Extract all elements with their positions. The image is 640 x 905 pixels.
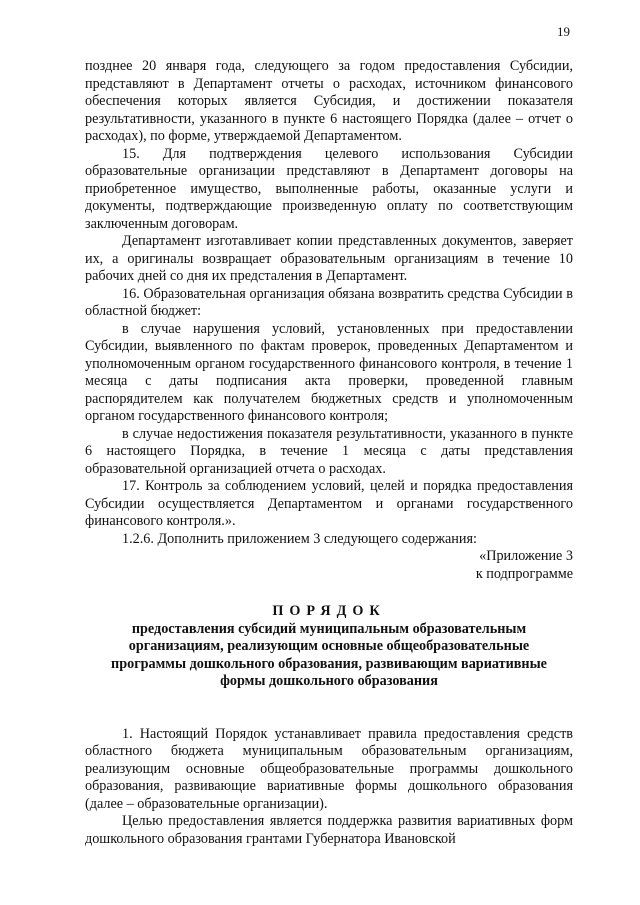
section-spacer <box>85 691 573 726</box>
paragraph-16: 16. Образовательная организация обязана возвратить средства Субсидии в областной бюджет: <box>85 285 573 319</box>
document-subtitle: предоставления субсидий муниципальным образовательным организациям, реализующим основные общеобразовательные программы дошкольного образования, развивающим вариативные формы дошкольного образования <box>111 620 547 689</box>
page-number: 19 <box>557 24 570 39</box>
paragraph-nonachievement-case: в случае недостижения показателя результативности, указанного в пункте 6 настоящего Порядка, в течение 1 месяца с даты представления образовательной организацией отчета о расходах. <box>85 425 573 477</box>
appendix-line-1: «Приложение 3 <box>479 548 573 564</box>
appendix-line-2: к подпрограмме <box>475 565 573 582</box>
document-body <box>85 58 573 848</box>
paragraph-15: 15. Для подтверждения целевого использования Субсидии образовательные организации представляют в Департамент договоры на приобретенное имущество, выполненные работы, оказанные услуги и документы, подтверждающие произведенную оплату по соответствующим заключенным договорам. <box>85 145 573 232</box>
paragraph-1-2-6: 1.2.6. Дополнить приложением 3 следующего содержания: <box>122 530 477 547</box>
paragraph-copies: Департамент изготавливает копии представленных документов, заверяет их, а оригиналы возвращает образовательным организациям в течение 10 рабочих дней со дня их предсталения в Департамент. <box>85 233 573 284</box>
appendix-note <box>85 548 573 583</box>
paragraph-1: 1. Настоящий Порядок устанавливает правила предоставления средств областного бюджета муниципальным образовательным организациям, реализующим основные общеобразовательные программы дошкольного образования, развивающие вариативные формы дошкольного образования (далее – образовательные организации). <box>85 725 573 812</box>
paragraph-reports-deadline: позднее 20 января года, следующего за годом предоставления Субсидии, представляют в Департамент отчеты о расходах, источником финансового обеспечения которых является Субсидия, и достижении показателя результативности, указанного в пункте 6 настоящего Порядка (далее – отчет о расходах), по форме, утверждаемой Департаментом. <box>85 58 573 144</box>
paragraph-violation-case: в случае нарушения условий, установленных при предоставлении Субсидии, выявленного по фактам проверок, проведенных Департаментом и уполномоченным органом государственного финансового контроля, в течение 1 месяца с даты подписания акта проверки, проведенной главным распорядителем как получателем бюджетных средств и уполномоченным органом государственного финансового контроля; <box>85 320 573 424</box>
paragraph-17: 17. Контроль за соблюдением условий, целей и порядка предоставления Субсидии осуществляется Департаментом и органами государственного финансового контроля.». <box>85 478 573 529</box>
document-title: ПОРЯДОК <box>272 603 386 619</box>
paragraph-purpose: Целью предоставления является поддержка развития вариативных форм дошкольного образования грантами Губернатора Ивановской <box>85 813 573 847</box>
